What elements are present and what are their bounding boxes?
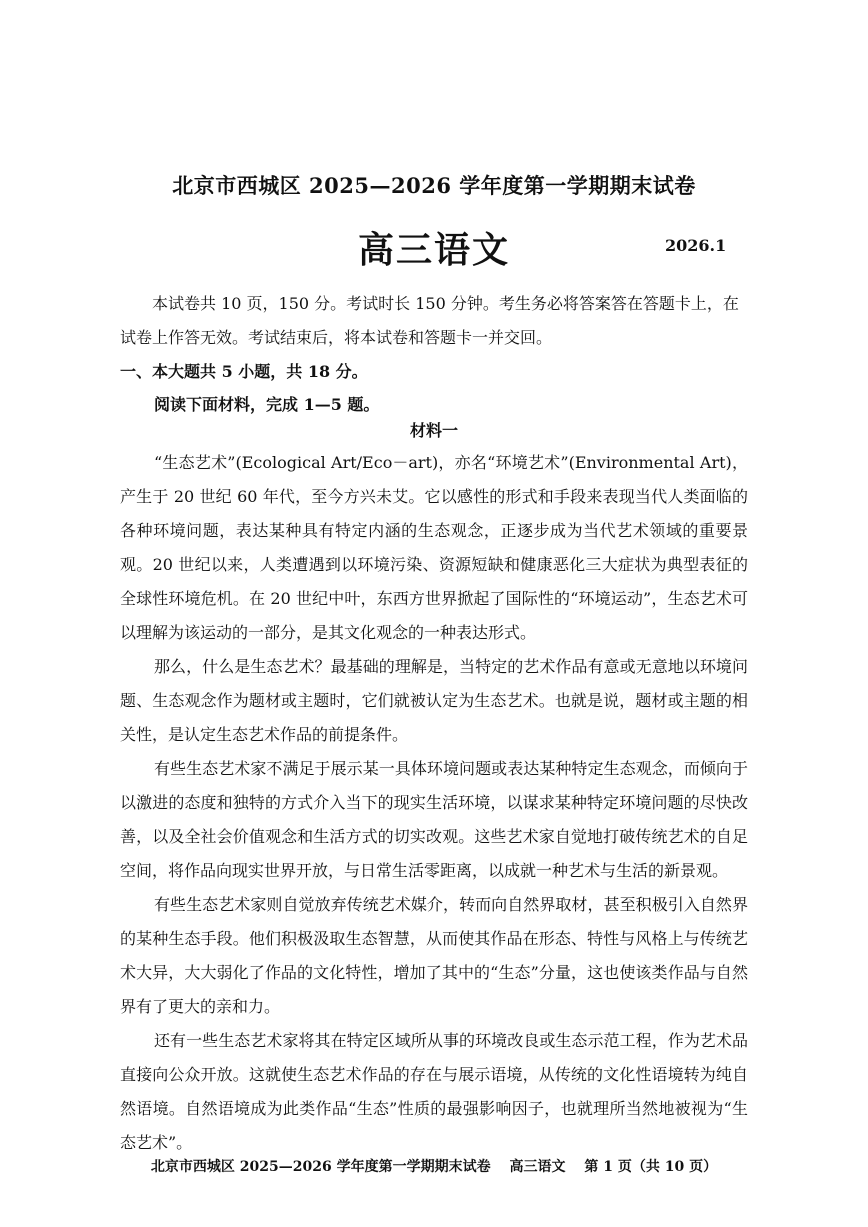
paragraph: 还有一些生态艺术家将其在特定区域所从事的环境改良或生态示范工程，作为艺术品直接向公众开放。这就使生态艺术作品的存在与展示语境，从传统的文化性语境转为纯自然语境。自然语境成为此类作品“生态”性质的最强影响因子，也就理所当然地被视为“生态艺术”。 [120, 1031, 748, 1152]
footer-subject: 高三语文 [509, 1159, 566, 1175]
paragraph: 有些生态艺术家不满足于展示某一具体环境问题或表达某种特定生态观念，而倾向于以激进的态度和独特的方式介入当下的现实生活环境，以谋求某种特定环境问题的尽快改善，以及全社会价值观念和生活方式的切实改观。这些艺术家自觉地打破传统艺术的自足空间，将作品向现实世界开放，与日常生活零距离，以成就一种艺术与生活的新景观。 [120, 759, 748, 880]
exam-date: 2026.1 [665, 236, 727, 255]
page-footer [0, 1156, 868, 1176]
paragraph: “生态艺术”(Ecological Art/Eco－art)，亦名“环境艺术”(Environmental Art)，产生于 20 世纪 60 年代，至今方兴未艾。它以感性的形式和手段来表现当代人类面临的各种环境问题，表达某种具有特定内涵的生态观念，正逐步成为当代艺术领域的重要景观。20 世纪以来，人类遭遇到以环境污染、资源短缺和健康恶化三大症状为典型表征的全球性环境危机。在 20 世纪中叶，东西方世界掀起了国际性的“环境运动”，生态艺术可以理解为该运动的一部分，是其文化观念的一种表达形式。 [120, 453, 748, 642]
reading-instruction: 阅读下面材料，完成 1—5 题。 [154, 395, 380, 414]
section-heading: 一、本大题共 5 小题，共 18 分。 [120, 362, 368, 381]
material-body [120, 446, 748, 1160]
exam-title: 北京市西城区 2025—2026 学年度第一学期期末试卷 [172, 173, 696, 198]
subject-title: 高三语文 [357, 229, 510, 271]
paragraph: 那么，什么是生态艺术？最基础的理解是，当特定的艺术作品有意或无意地以环境问题、生态观念作为题材或主题时，它们就被认定为生态艺术。也就是说，题材或主题的相关性，是认定生态艺术作品的前提条件。 [120, 657, 748, 744]
footer-exam-title: 北京市西城区 2025—2026 学年度第一学期期末试卷 [150, 1159, 491, 1175]
paragraph: 有些生态艺术家则自觉放弃传统艺术媒介，转而向自然界取材，甚至积极引入自然界的某种生态手段。他们积极汲取生态智慧，从而使其作品在形态、特性与风格上与传统艺术大异，大大弱化了作品的文化特性，增加了其中的“生态”分量，这也使该类作品与自然界有了更大的亲和力。 [120, 895, 748, 1016]
material-title: 材料一 [409, 421, 458, 440]
footer-page-number: 第 1 页（共 10 页） [584, 1159, 718, 1175]
subject-row [0, 222, 868, 272]
exam-notice: 本试卷共 10 页，150 分。考试时长 150 分钟。考生务必将答案答在答题卡上，在试卷上作答无效。考试结束后，将本试卷和答题卡一并交回。 [120, 294, 739, 347]
